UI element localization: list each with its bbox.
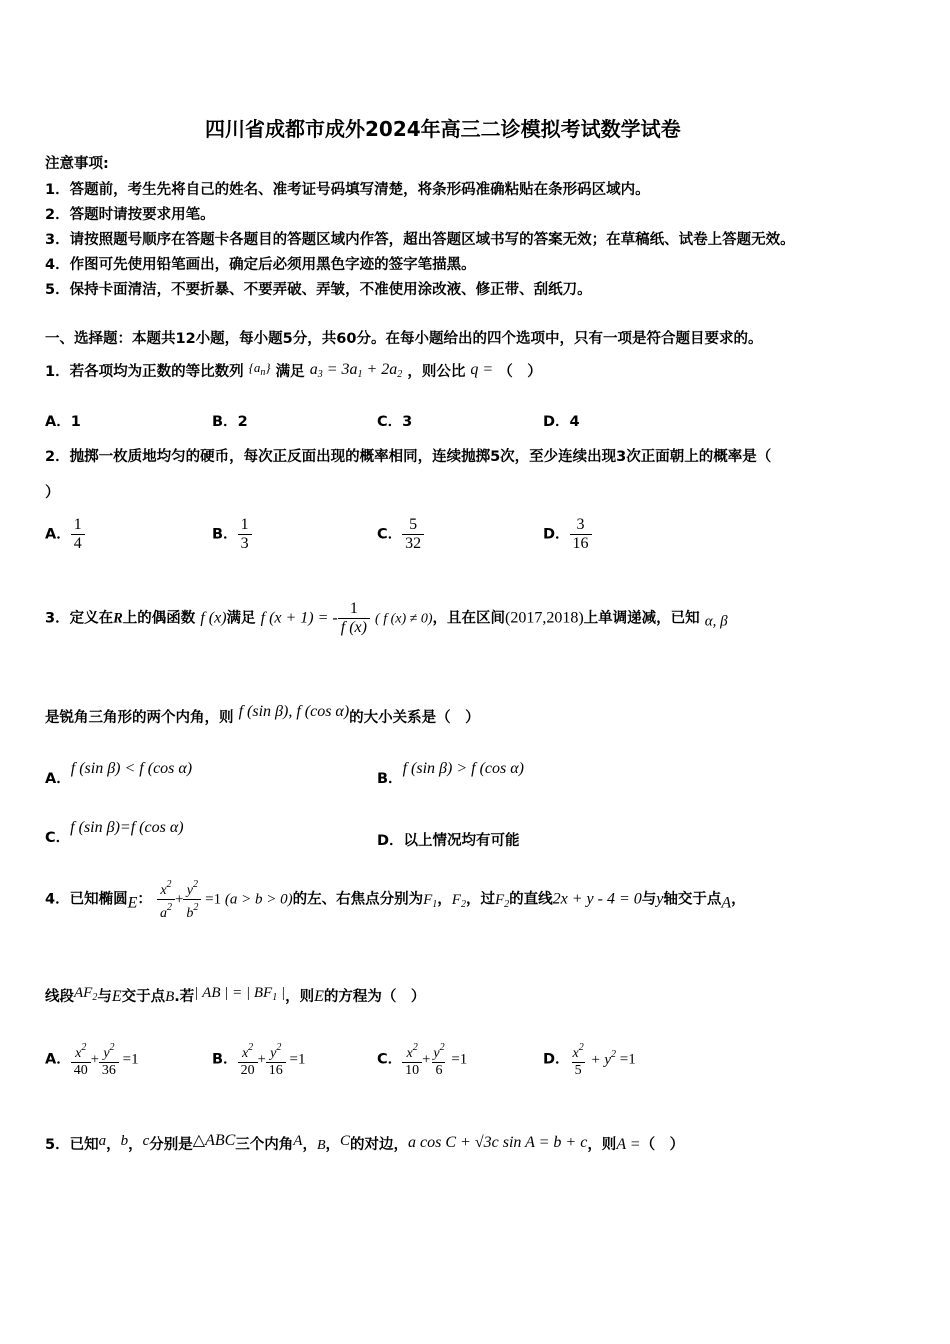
q1-sequence-formula: $\{a_n\}$ <box>248 360 271 378</box>
question-4-line2: 线段$AF_2$与E交于点B.若| AB | = | $BF_1$ |，则E的方程为（ ） <box>45 985 426 1005</box>
q1-text: （ ） <box>498 364 542 380</box>
question-5: 5．已知a，b，c分别是△ABC三个内角A，B，C的对边，a cos C + √3c sin A = b + c，则A =（ ） <box>45 1132 685 1153</box>
q1-option-c: C．3 <box>377 414 413 430</box>
q4-option-a: A． $\frac{x^2}{40}$ + $\frac{y^2}{36}$ =1 <box>45 1042 139 1078</box>
q1-text: ，则公比 <box>407 364 466 380</box>
q3-option-d: D．以上情况均有可能 <box>377 833 520 849</box>
q4-option-d: D． $\frac{x^2}{5}$ + $y^2 =1$ <box>543 1042 636 1078</box>
q3-function: f (x) <box>200 609 227 627</box>
q3-compare-expression: f (sin β), f (cos α) <box>238 703 350 720</box>
q3-functional-equation: f (x + 1) = - <box>260 609 338 627</box>
notice-item: 5．保持卡面清洁，不要折暴、不要弄破、弄皱，不准使用涂改液、修正带、刮纸刀。 <box>45 282 592 298</box>
q3-condition: ( f (x) ≠ 0) <box>375 611 433 627</box>
q5-equation: a cos C + √3c sin A = b + c <box>408 1134 588 1151</box>
q3-option-a: A．f (sin β) < f (cos α) <box>45 760 193 787</box>
question-3-line1: 3．定义在R上的偶函数 f (x)满足 f (x + 1) = - $\frac{1}{f (x)}$ ( f (x) ≠ 0)，且在区间(2017,2018)上单调递减，已知 α, β <box>45 600 728 636</box>
page-title: 四川省成都市成外2024年高三二诊模拟考试数学试卷 <box>205 117 681 141</box>
notice-heading: 注意事项: <box>45 156 109 172</box>
q2-option-b: B． $\frac{1}{3}$ <box>212 516 252 553</box>
fraction: $\frac{1}{f (x)}$ <box>338 600 370 637</box>
q1-text: 1．若各项均为正数的等比数列 <box>45 364 244 380</box>
fraction: $\frac{x^2}{a^2}$ <box>157 877 175 922</box>
q1-ratio-symbol: q = <box>470 361 494 378</box>
q1-option-d: D．4 <box>543 414 580 430</box>
question-2-line1: 2．抛掷一枚质地均匀的硬币，每次正反面出现的概率相同，连续抛掷5次，至少连续出现3次正面朝上的概率是（ <box>45 449 772 465</box>
fraction: $\frac{5}{32}$ <box>402 516 424 553</box>
q3-option-b: B．f (sin β) > f (cos α) <box>377 760 524 787</box>
notice-item: 1．答题前，考生先将自己的姓名、准考证号码填写清楚，将条形码准确粘贴在条形码区域内。 <box>45 182 650 198</box>
fraction: $\frac{y^2}{b^2}$ <box>183 877 201 922</box>
notice-item: 2．答题时请按要求用笔。 <box>45 207 215 223</box>
question-3-line2: 是锐角三角形的两个内角，则 f (sin β), f (cos α)的大小关系是（ ） <box>45 703 480 726</box>
fraction: $\frac{1}{4}$ <box>71 516 85 553</box>
q1-option-b: B．2 <box>212 414 248 430</box>
q3-angles: α, β <box>704 613 728 630</box>
q2-option-d: D． $\frac{3}{16}$ <box>543 516 592 553</box>
q4-option-c: C． $\frac{x^2}{10}$ + $\frac{y^2}{6}$ =1 <box>377 1042 468 1078</box>
q3-option-c: C．f (sin β)=f (cos α) <box>45 819 184 846</box>
q4-option-b: B． $\frac{x^2}{20}$ + $\frac{y^2}{16}$ =1 <box>212 1042 306 1078</box>
notice-item: 3．请按照题号顺序在答题卡各题目的答题区域内作答，超出答题区域书写的答案无效；在草稿纸、试卷上答题无效。 <box>45 232 795 248</box>
question-1 <box>45 360 542 381</box>
question-2-line2: ） <box>45 485 60 501</box>
section-heading: 一、选择题：本题共12小题，每小题5分，共60分。在每小题给出的四个选项中，只有一项是符合题目要求的。 <box>45 331 763 347</box>
q2-option-a: A． $\frac{1}{4}$ <box>45 516 85 553</box>
q1-option-a: A．1 <box>45 414 81 430</box>
q1-text: 满足 <box>275 364 305 380</box>
question-4-line1: 4．已知椭圆E： $\frac{x^2}{a^2}$ + $\frac{y^2}{b^2}$ =1 (a > b > 0)的左、右焦点分别为$F_1$，$F_2$，过$F_2$的直线2x + y - 4 = 0与y轴交于点A， <box>45 879 746 921</box>
fraction: $\frac{3}{16}$ <box>570 516 592 553</box>
q1-recurrence-formula: $a_3 = 3a_1 + 2a_2$ <box>309 361 403 380</box>
notice-item: 4．作图可先使用铅笔画出，确定后必须用黑色字迹的签字笔描黑。 <box>45 257 476 273</box>
fraction: $\frac{1}{3}$ <box>238 516 252 553</box>
q2-option-c: C． $\frac{5}{32}$ <box>377 516 424 553</box>
